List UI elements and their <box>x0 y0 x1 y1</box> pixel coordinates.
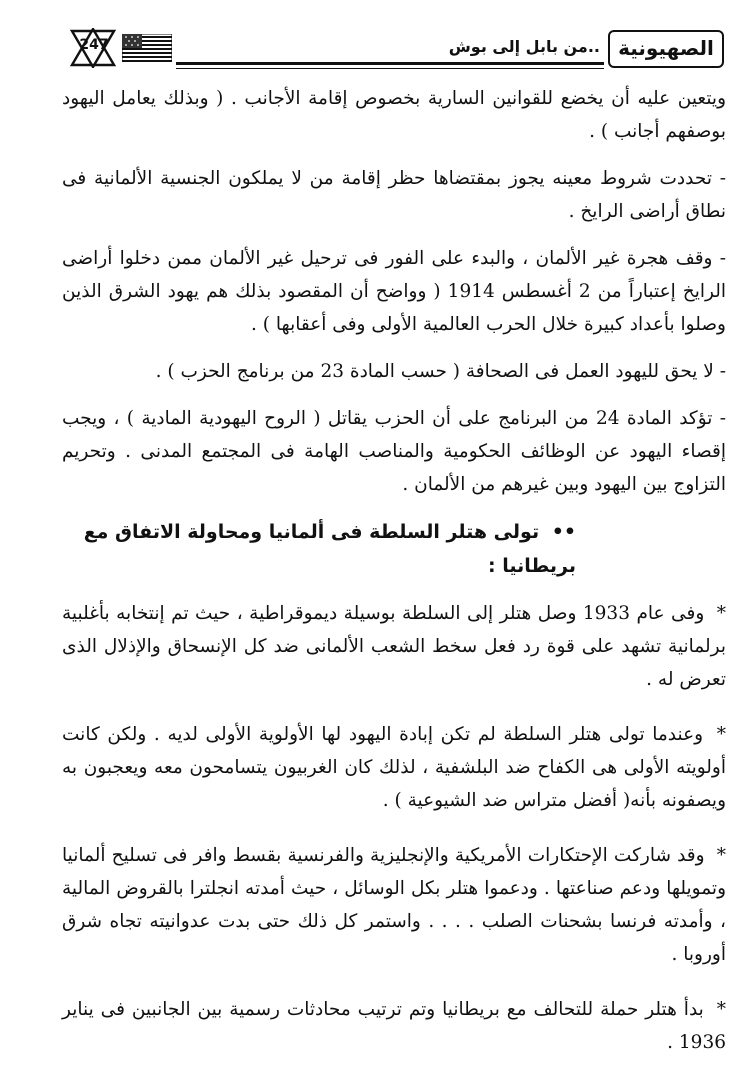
starred-paragraph-3 <box>62 839 726 971</box>
page-body <box>62 82 726 1073</box>
star-bullet: * <box>716 603 726 624</box>
heading-text: تولى هتلر السلطة فى ألمانيا ومحاولة الاتفاق مع بريطانيا : <box>83 521 576 577</box>
starred-paragraph-1 <box>62 597 726 696</box>
starred-paragraph-text: وفى عام 1933 وصل هتلر إلى السلطة بوسيلة ديموقراطية ، حيث تم إنتخابه بأغلبية برلمانية تشهد على قوة رد فعل سخط الشعب الألمانى ضد كل الإنسحاق والإذلال الذى تعرض له . <box>62 603 726 690</box>
paragraph-2: - تحددت شروط معينه يجوز بمقتضاها حظر إقامة من لا يملكون الجنسية الألمانية فى نطاق أراضى الرايخ . <box>62 168 726 222</box>
paragraph-4: - لا يحق لليهود العمل فى الصحافة ( حسب المادة 23 من برنامج الحزب ) . <box>155 361 726 382</box>
page-number-badge <box>56 28 176 68</box>
header-rule <box>176 62 604 65</box>
starred-paragraph-text: وقد شاركت الإحتكارات الأمريكية والإنجليزية والفرنسية بقسط وافر فى تسليح ألمانيا وتمويلها ودعم صناعتها . ودعموا هتلر بكل الوسائل ، حيث أمدته انجلترا بالقروض المالية ، وأمدته فرنسا بشحنات الصلب . . . . واستمر كل ذلك حتى بدت عدوانيته تجاه شرق أوروبا . <box>62 845 726 965</box>
heading-bullet: •• <box>551 521 576 543</box>
book-title: الصهيونية <box>608 30 724 68</box>
page-number: 247 <box>79 37 109 53</box>
section-heading <box>62 515 726 583</box>
star-bullet: * <box>716 845 726 866</box>
starred-paragraph-2 <box>62 718 726 817</box>
star-bullet: * <box>716 999 726 1020</box>
starred-paragraph-4 <box>62 993 726 1059</box>
header-rule-thin <box>176 68 604 69</box>
running-header <box>56 28 724 72</box>
book-subtitle: ..من بابل إلى بوش <box>448 37 600 56</box>
us-flag-icon <box>122 34 172 62</box>
star-bullet: * <box>716 724 726 745</box>
starred-paragraph-text: وعندما تولى هتلر السلطة لم تكن إبادة اليهود لها الأولوية الأولى لديه . ولكن كانت أولويته الأولى هى الكفاح ضد البلشفية ، لذلك كان الغربيون يتسامحون معه ويعجبون به ويصفونه بأنه( أفضل متراس ضد الشيوعية ) . <box>62 724 726 811</box>
paragraph-1: ويتعين عليه أن يخضع للقوانين السارية بخصوص إقامة الأجانب . ( وبذلك يعامل اليهود بوصفهم أجانب ) . <box>62 88 726 142</box>
paragraph-3: - وقف هجرة غير الألمان ، والبدء على الفور فى ترحيل غير الألمان ممن دخلوا أراضى الرايخ إعتباراً من 2 أغسطس 1914 ( وواضح أن المقصود بذلك هم يهود الشرق الذين وصلوا بأعداد كبيرة خلال الحرب العالمية الأولى وفى أعقابها ) . <box>62 248 726 335</box>
paragraph-5: - تؤكد المادة 24 من البرنامج على أن الحزب يقاتل ( الروح اليهودية المادية ) ، ويجب إقصاء اليهود عن الوظائف الحكومية والمناصب الهامة فى المجتمع المدنى . وتحريم التزاوج بين اليهود وبين غيرهم من الألمان . <box>62 408 726 495</box>
starred-paragraph-text: بدأ هتلر حملة للتحالف مع بريطانيا وتم ترتيب محادثات رسمية بين الجانبين فى يناير 1936 . <box>62 999 726 1053</box>
